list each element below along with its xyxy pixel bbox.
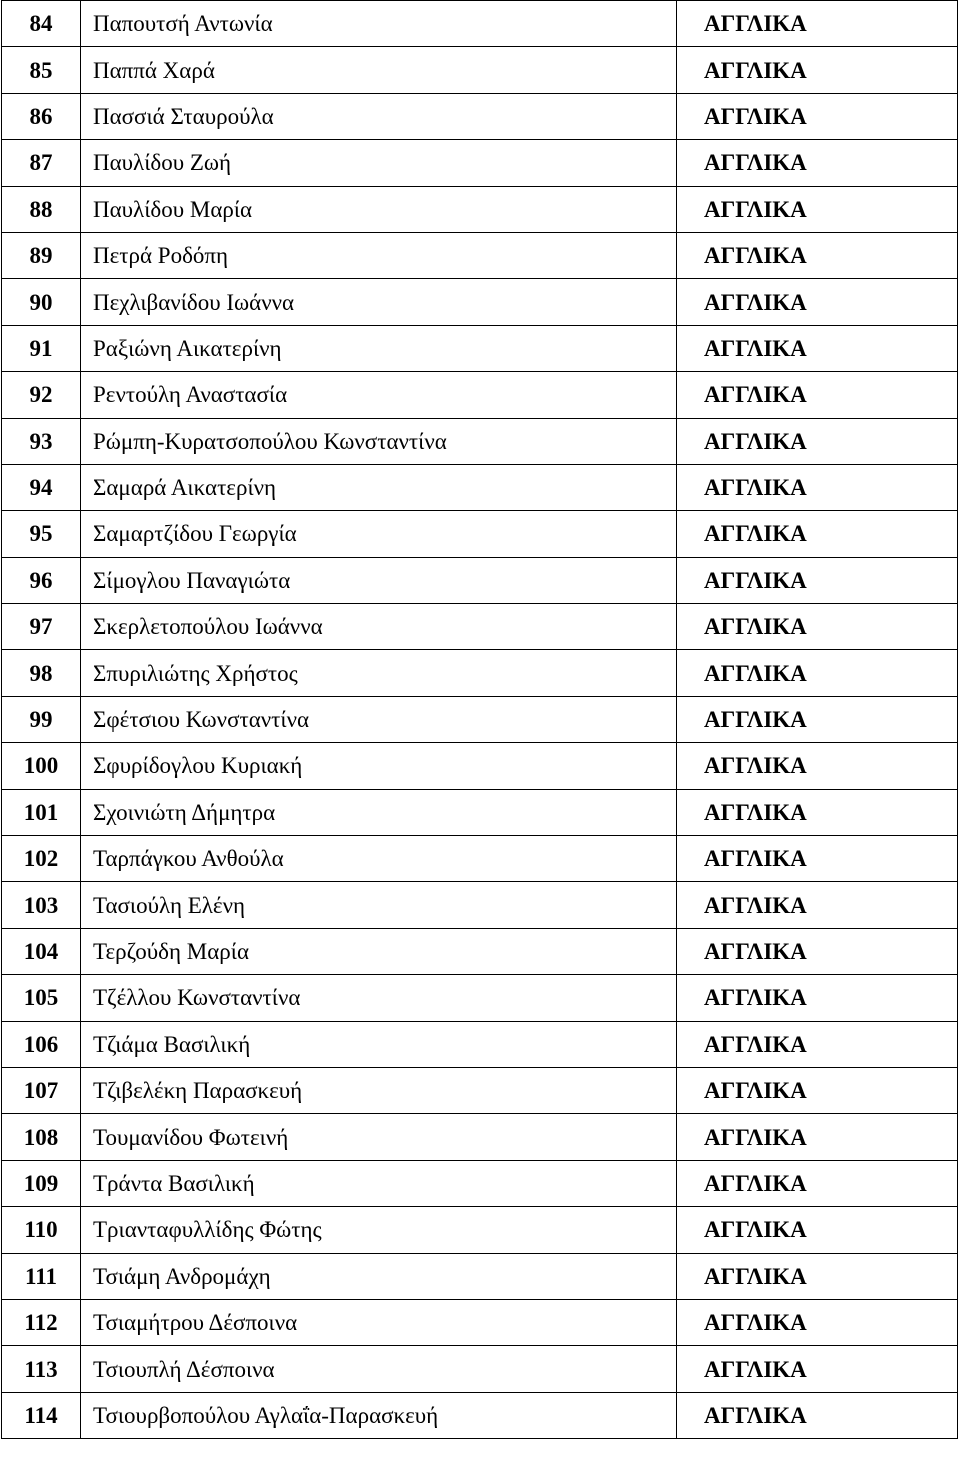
subject-label: ΑΓΓΛΙΚΑ xyxy=(677,47,958,93)
table-row xyxy=(2,836,958,882)
person-name: Τριανταφυλλίδης Φώτης xyxy=(81,1207,677,1253)
row-number: 86 xyxy=(2,93,81,139)
person-name: Παππά Χαρά xyxy=(81,47,677,93)
table-row xyxy=(2,1114,958,1160)
table-row xyxy=(2,1299,958,1345)
subject-label: ΑΓΓΛΙΚΑ xyxy=(677,464,958,510)
subject-label: ΑΓΓΛΙΚΑ xyxy=(677,1299,958,1345)
person-name: Τασιούλη Ελένη xyxy=(81,882,677,928)
subject-label: ΑΓΓΛΙΚΑ xyxy=(677,882,958,928)
table-row xyxy=(2,882,958,928)
subject-label: ΑΓΓΛΙΚΑ xyxy=(677,1392,958,1438)
table-row xyxy=(2,696,958,742)
person-name: Ρώμπη-Κυρατσοπούλου Κωνσταντίνα xyxy=(81,418,677,464)
table-row xyxy=(2,186,958,232)
row-number: 110 xyxy=(2,1207,81,1253)
row-number: 111 xyxy=(2,1253,81,1299)
row-number: 114 xyxy=(2,1392,81,1438)
person-name: Ρεντούλη Αναστασία xyxy=(81,372,677,418)
person-name: Σαμαρτζίδου Γεωργία xyxy=(81,511,677,557)
table-row xyxy=(2,279,958,325)
table-row xyxy=(2,557,958,603)
table-row xyxy=(2,93,958,139)
subject-label: ΑΓΓΛΙΚΑ xyxy=(677,372,958,418)
person-name: Πεχλιβανίδου Ιωάννα xyxy=(81,279,677,325)
results-table xyxy=(1,0,958,1439)
person-name: Τσιουπλή Δέσποινα xyxy=(81,1346,677,1392)
table-row xyxy=(2,1253,958,1299)
row-number: 105 xyxy=(2,975,81,1021)
table-row xyxy=(2,372,958,418)
table-row xyxy=(2,743,958,789)
table-row xyxy=(2,650,958,696)
subject-label: ΑΓΓΛΙΚΑ xyxy=(677,743,958,789)
table-row xyxy=(2,232,958,278)
row-number: 89 xyxy=(2,232,81,278)
row-number: 98 xyxy=(2,650,81,696)
person-name: Πασσιά Σταυρούλα xyxy=(81,93,677,139)
person-name: Σφέτσιου Κωνσταντίνα xyxy=(81,696,677,742)
row-number: 94 xyxy=(2,464,81,510)
table-row xyxy=(2,1067,958,1113)
person-name: Τερζούδη Μαρία xyxy=(81,928,677,974)
person-name: Τζιβελέκη Παρασκευή xyxy=(81,1067,677,1113)
table-row xyxy=(2,1346,958,1392)
person-name: Παυλίδου Ζωή xyxy=(81,140,677,186)
subject-label: ΑΓΓΛΙΚΑ xyxy=(677,1114,958,1160)
subject-label: ΑΓΓΛΙΚΑ xyxy=(677,1,958,47)
row-number: 97 xyxy=(2,604,81,650)
row-number: 107 xyxy=(2,1067,81,1113)
row-number: 92 xyxy=(2,372,81,418)
row-number: 113 xyxy=(2,1346,81,1392)
person-name: Τσιαμήτρου Δέσποινα xyxy=(81,1299,677,1345)
table-row xyxy=(2,418,958,464)
person-name: Τζιάμα Βασιλική xyxy=(81,1021,677,1067)
subject-label: ΑΓΓΛΙΚΑ xyxy=(677,836,958,882)
table-row xyxy=(2,1,958,47)
row-number: 112 xyxy=(2,1299,81,1345)
person-name: Τσιάμη Ανδρομάχη xyxy=(81,1253,677,1299)
person-name: Σφυρίδογλου Κυριακή xyxy=(81,743,677,789)
person-name: Σίμογλου Παναγιώτα xyxy=(81,557,677,603)
subject-label: ΑΓΓΛΙΚΑ xyxy=(677,557,958,603)
row-number: 103 xyxy=(2,882,81,928)
person-name: Τσιουρβοπούλου Αγλαΐα-Παρασκευή xyxy=(81,1392,677,1438)
row-number: 99 xyxy=(2,696,81,742)
person-name: Τράντα Βασιλική xyxy=(81,1160,677,1206)
row-number: 104 xyxy=(2,928,81,974)
table-row xyxy=(2,604,958,650)
person-name: Σπυριλιώτης Χρήστος xyxy=(81,650,677,696)
person-name: Πετρά Ροδόπη xyxy=(81,232,677,278)
person-name: Τζέλλου Κωνσταντίνα xyxy=(81,975,677,1021)
table-row xyxy=(2,789,958,835)
table-row xyxy=(2,464,958,510)
subject-label: ΑΓΓΛΙΚΑ xyxy=(677,1160,958,1206)
subject-label: ΑΓΓΛΙΚΑ xyxy=(677,279,958,325)
person-name: Σαμαρά Αικατερίνη xyxy=(81,464,677,510)
person-name: Ραξιώνη Αικατερίνη xyxy=(81,325,677,371)
row-number: 87 xyxy=(2,140,81,186)
subject-label: ΑΓΓΛΙΚΑ xyxy=(677,232,958,278)
person-name: Τουμανίδου Φωτεινή xyxy=(81,1114,677,1160)
subject-label: ΑΓΓΛΙΚΑ xyxy=(677,1067,958,1113)
table-row xyxy=(2,928,958,974)
subject-label: ΑΓΓΛΙΚΑ xyxy=(677,1253,958,1299)
subject-label: ΑΓΓΛΙΚΑ xyxy=(677,650,958,696)
person-name: Παυλίδου Μαρία xyxy=(81,186,677,232)
subject-label: ΑΓΓΛΙΚΑ xyxy=(677,1021,958,1067)
subject-label: ΑΓΓΛΙΚΑ xyxy=(677,1346,958,1392)
subject-label: ΑΓΓΛΙΚΑ xyxy=(677,418,958,464)
subject-label: ΑΓΓΛΙΚΑ xyxy=(677,140,958,186)
table-row xyxy=(2,140,958,186)
subject-label: ΑΓΓΛΙΚΑ xyxy=(677,604,958,650)
subject-label: ΑΓΓΛΙΚΑ xyxy=(677,511,958,557)
table-row xyxy=(2,47,958,93)
subject-label: ΑΓΓΛΙΚΑ xyxy=(677,186,958,232)
row-number: 95 xyxy=(2,511,81,557)
row-number: 91 xyxy=(2,325,81,371)
person-name: Ταρπάγκου Ανθούλα xyxy=(81,836,677,882)
row-number: 108 xyxy=(2,1114,81,1160)
person-name: Παπουτσή Αντωνία xyxy=(81,1,677,47)
row-number: 109 xyxy=(2,1160,81,1206)
subject-label: ΑΓΓΛΙΚΑ xyxy=(677,325,958,371)
subject-label: ΑΓΓΛΙΚΑ xyxy=(677,93,958,139)
row-number: 93 xyxy=(2,418,81,464)
subject-label: ΑΓΓΛΙΚΑ xyxy=(677,1207,958,1253)
table-row xyxy=(2,325,958,371)
row-number: 88 xyxy=(2,186,81,232)
table-row xyxy=(2,511,958,557)
subject-label: ΑΓΓΛΙΚΑ xyxy=(677,975,958,1021)
table-row xyxy=(2,975,958,1021)
person-name: Σχοινιώτη Δήμητρα xyxy=(81,789,677,835)
table-body xyxy=(2,1,958,1439)
row-number: 85 xyxy=(2,47,81,93)
subject-label: ΑΓΓΛΙΚΑ xyxy=(677,696,958,742)
row-number: 84 xyxy=(2,1,81,47)
table-row xyxy=(2,1160,958,1206)
row-number: 102 xyxy=(2,836,81,882)
subject-label: ΑΓΓΛΙΚΑ xyxy=(677,928,958,974)
row-number: 96 xyxy=(2,557,81,603)
table-row xyxy=(2,1207,958,1253)
person-name: Σκερλετοπούλου Ιωάννα xyxy=(81,604,677,650)
table-row xyxy=(2,1392,958,1438)
row-number: 106 xyxy=(2,1021,81,1067)
subject-label: ΑΓΓΛΙΚΑ xyxy=(677,789,958,835)
row-number: 100 xyxy=(2,743,81,789)
table-row xyxy=(2,1021,958,1067)
row-number: 90 xyxy=(2,279,81,325)
row-number: 101 xyxy=(2,789,81,835)
